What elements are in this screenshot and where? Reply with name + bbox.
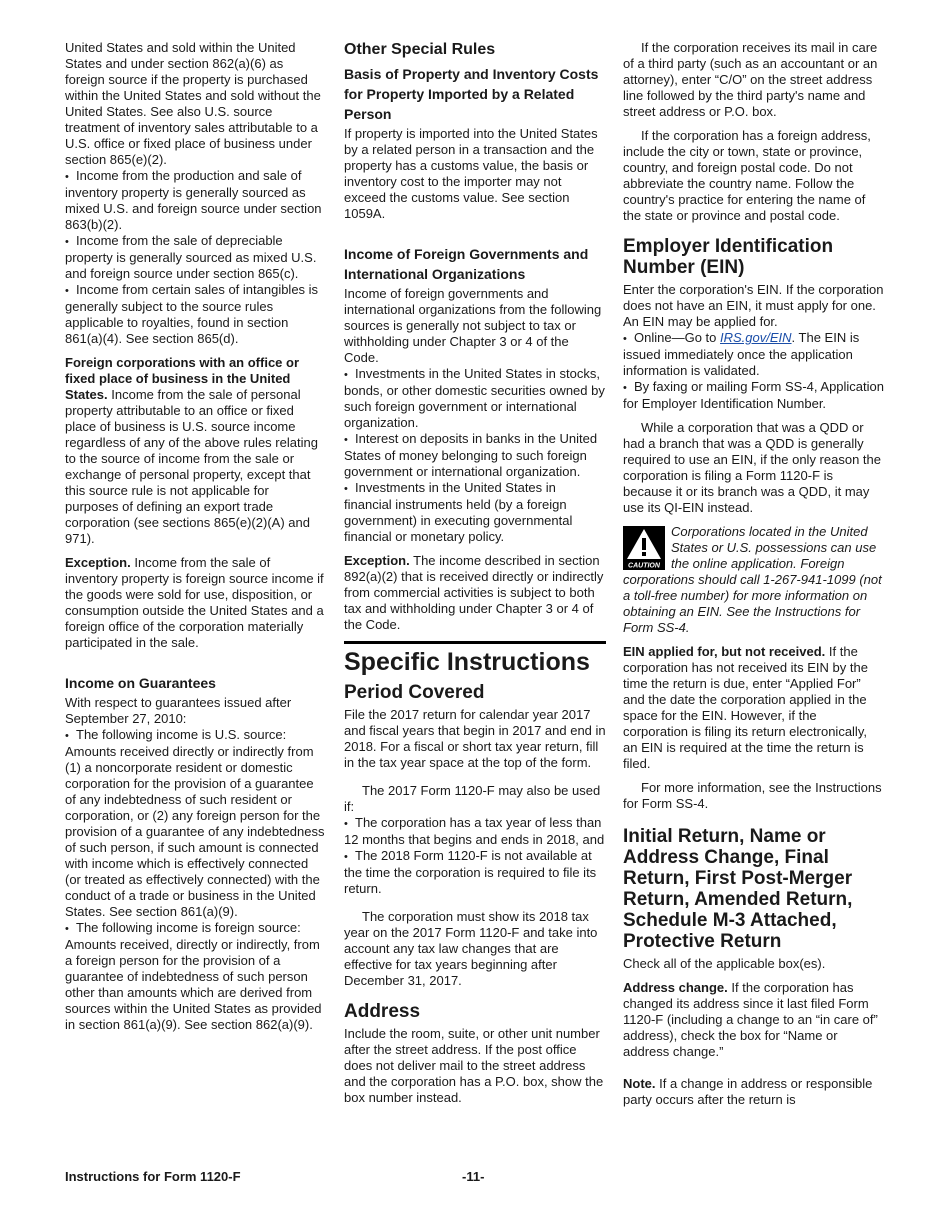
bullet-text: Online—Go to [634, 330, 717, 345]
paragraph-text: Income from the sale of personal property attributable to an office or fixed place of business is U.S. source income regardless of any of the above rules relating to the source of income from the sale or exchange of personal property, except that this source rule is not applicable for purposes of defining an export trade corporation (see sections 865(e)(2)(A) and 971). [65, 387, 318, 546]
paragraph: The 2017 Form 1120-F may also be used if: [344, 783, 601, 814]
paragraph: Include the room, suite, or other unit number after the street address. If the post office does not deliver mail to the street address and the corporation has a P.O. box, show the box number instead. [344, 1026, 604, 1105]
paragraph: With respect to guarantees issued after September 27, 2010: [65, 695, 292, 726]
paragraph: If the corporation receives its mail in care of a third party (such as an accountant or an attorney), enter “C/O” on the street address line followed by the third party's name and street address or P.O. box. [623, 40, 878, 119]
column-1 [65, 40, 325, 1033]
caution-icon [623, 526, 665, 570]
run-in-heading: Foreign corporations with an office or fixed place of business in the United States. [65, 355, 300, 402]
paragraph: For more information, see the Instructions for Form SS-4. [623, 780, 882, 811]
caution-label: CAUTION [628, 562, 660, 570]
subsection-heading: Basis of Property and Inventory Costs for Property Imported by a Related Person [344, 66, 599, 122]
paragraph [65, 355, 325, 547]
paragraph [623, 980, 885, 1060]
paragraph: The corporation must show its 2018 tax year on the 2017 Form 1120-F and take into account any tax law changes that are effective for tax years beginning after December 31, 2017. [344, 909, 598, 988]
bullet-item: • Interest on deposits in banks in the United States of money belonging to such foreign government or international organization. [344, 431, 606, 480]
paragraph [623, 644, 885, 772]
run-in-heading: Exception. [344, 553, 410, 568]
page-section-title: Specific Instructions [344, 641, 606, 678]
bullet-item: • Investments in the United States in stocks, bonds, or other domestic securities owned by such foreign government or international organization. [344, 366, 606, 431]
section-heading: Income on Guarantees [65, 675, 216, 691]
paragraph: United States and sold within the United States and under section 862(a)(6) as foreign source if the property is purchased within the United States and sold without the United States. See also U.S. source treatment of inventory sales attributable to a U.S. office or fixed place of business under section 865(e)(2). [65, 40, 321, 167]
run-in-heading: Note. [623, 1076, 656, 1091]
bullet-item: • The corporation has a tax year of less than 12 months that begins and ends in 2018, and [344, 815, 606, 848]
paragraph: Enter the corporation's EIN. If the corporation does not have an EIN, it must apply for one. An EIN may be applied for. [623, 282, 884, 329]
paragraph [65, 555, 325, 651]
paragraph-text: If the corporation has changed its address since it last filed Form 1120-F (including a change to an “in care of” address), check the box for “Name or address change.” [623, 980, 878, 1059]
paragraph [344, 553, 606, 633]
paragraph-text: If a change in address or responsible party occurs after the return is [623, 1076, 873, 1107]
subsection-heading: Income of Foreign Governments and International Organizations [344, 246, 589, 282]
bullet-item [623, 330, 885, 379]
bullet-item: • The following income is foreign source: Amounts received, directly or indirectly, from a foreign person for the provision of a guarantee of indebtedness of such person other than amounts which are derived from sources within the United States as provided in section 861(a)(9). See section 862(a)(9). [65, 920, 325, 1033]
caution-note [623, 524, 885, 636]
bullet-item: • Income from certain sales of intangibles is generally subject to the source rules applicable to royalties, found in section 861(a)(4). See section 865(d). [65, 282, 325, 347]
caution-text: Corporations located in the United States or U.S. possessions can use the online application. Foreign corporations should call 1-267-941-1099 (not a toll-free number) for more information on obtaining an EIN. See the Instructions for Form SS-4. [623, 524, 882, 635]
bullet-text: . The EIN is issued immediately once the application information is validated. [623, 330, 860, 378]
column-3 [623, 40, 885, 1116]
section-heading: Initial Return, Name or Address Change, Final Return, First Post-Merger Return, Amended Return, Schedule M-3 Attached, Protective Return [623, 826, 853, 952]
run-in-heading: Exception. [65, 555, 131, 570]
paragraph: If property is imported into the United States by a related person in a transaction and the property has a customs value, the basis or inventory cost to the importer may not exceed the customs value. See section 1059A. [344, 126, 598, 221]
bullet-item: • Income from the production and sale of inventory property is generally sourced as mixed U.S. and foreign source under section 863(b)(2). [65, 168, 325, 233]
paragraph-text: Income from the sale of inventory property is foreign source income if the goods were sold for use, disposition, or consumption outside the United States and a foreign office of the corporation materially participated in the sale. [65, 555, 324, 650]
paragraph-text: The income described in section 892(a)(2) that is received directly or indirectly from commercial activities is subject to both tax and withholding under Chapter 3 or 4 of the Code. [344, 553, 604, 632]
irs-ein-link[interactable]: IRS.gov/EIN [720, 330, 792, 345]
run-in-heading: Address change. [623, 980, 728, 995]
paragraph [623, 1076, 885, 1108]
paragraph: If the corporation has a foreign address, include the city or town, state or province, country, and foreign postal code. Do not abbreviate the country name. Follow the country's practice for entering the name of the state or province and postal code. [623, 128, 871, 223]
bullet-item: • The following income is U.S. source: Amounts received directly or indirectly from (1) a noncorporate resident or domestic corporation for the provision of a guarantee of any indebtedness of such resident or corporation, or (2) any foreign person for the provision of a guarantee of any indebtedness of such person, if such amount is connected with income which is effectively connected (or treated as effectively connected) with the conduct of a trade or business in the United States. See section 861(a)(9). [65, 727, 325, 920]
paragraph: While a corporation that was a QDD or had a branch that was a QDD is generally required to use an EIN, if the only reason the corporation is filing a Form 1120-F is because it or its branch was a QDD, it may use its QI-EIN instead. [623, 420, 881, 515]
paragraph-text: If the corporation has not received its EIN by the time the return is due, enter “Applied For” and the date the corporation applied in the space for the EIN. However, if the corporation is filing its return electronically, an EIN is required at the time the return is filed. [623, 644, 868, 771]
bullet-item: • Income from the sale of depreciable property is generally sourced as mixed U.S. and foreign source under section 865(c). [65, 233, 325, 282]
paragraph: Check all of the applicable box(es). [623, 956, 826, 971]
page-number: -11- [462, 1169, 485, 1184]
footer-form-title: Instructions for Form 1120-F [65, 1169, 241, 1184]
run-in-heading: EIN applied for, but not received. [623, 644, 826, 659]
bullet-item: • By faxing or mailing Form SS-4, Application for Employer Identification Number. [623, 379, 885, 412]
paragraph: Income of foreign governments and international organizations from the following sources is generally not subject to tax or withholding under Chapter 3 or 4 of the Code. [344, 286, 602, 365]
column-2 [344, 40, 606, 1114]
bullet-item: • Investments in the United States in financial instruments held (by a foreign government) in executing governmental financial or monetary policy. [344, 480, 606, 545]
bullet-item: • The 2018 Form 1120-F is not available at the time the corporation is required to file its return. [344, 848, 606, 897]
section-heading: Employer Identification Number (EIN) [623, 236, 834, 278]
section-heading: Address [344, 1001, 421, 1022]
section-heading: Period Covered [344, 682, 485, 703]
section-heading: Other Special Rules [344, 41, 496, 58]
paragraph: File the 2017 return for calendar year 2017 and fiscal years that begin in 2017 and end in 2018. For a fiscal or short tax year return, fill in the tax year space at the top of the form. [344, 707, 606, 770]
